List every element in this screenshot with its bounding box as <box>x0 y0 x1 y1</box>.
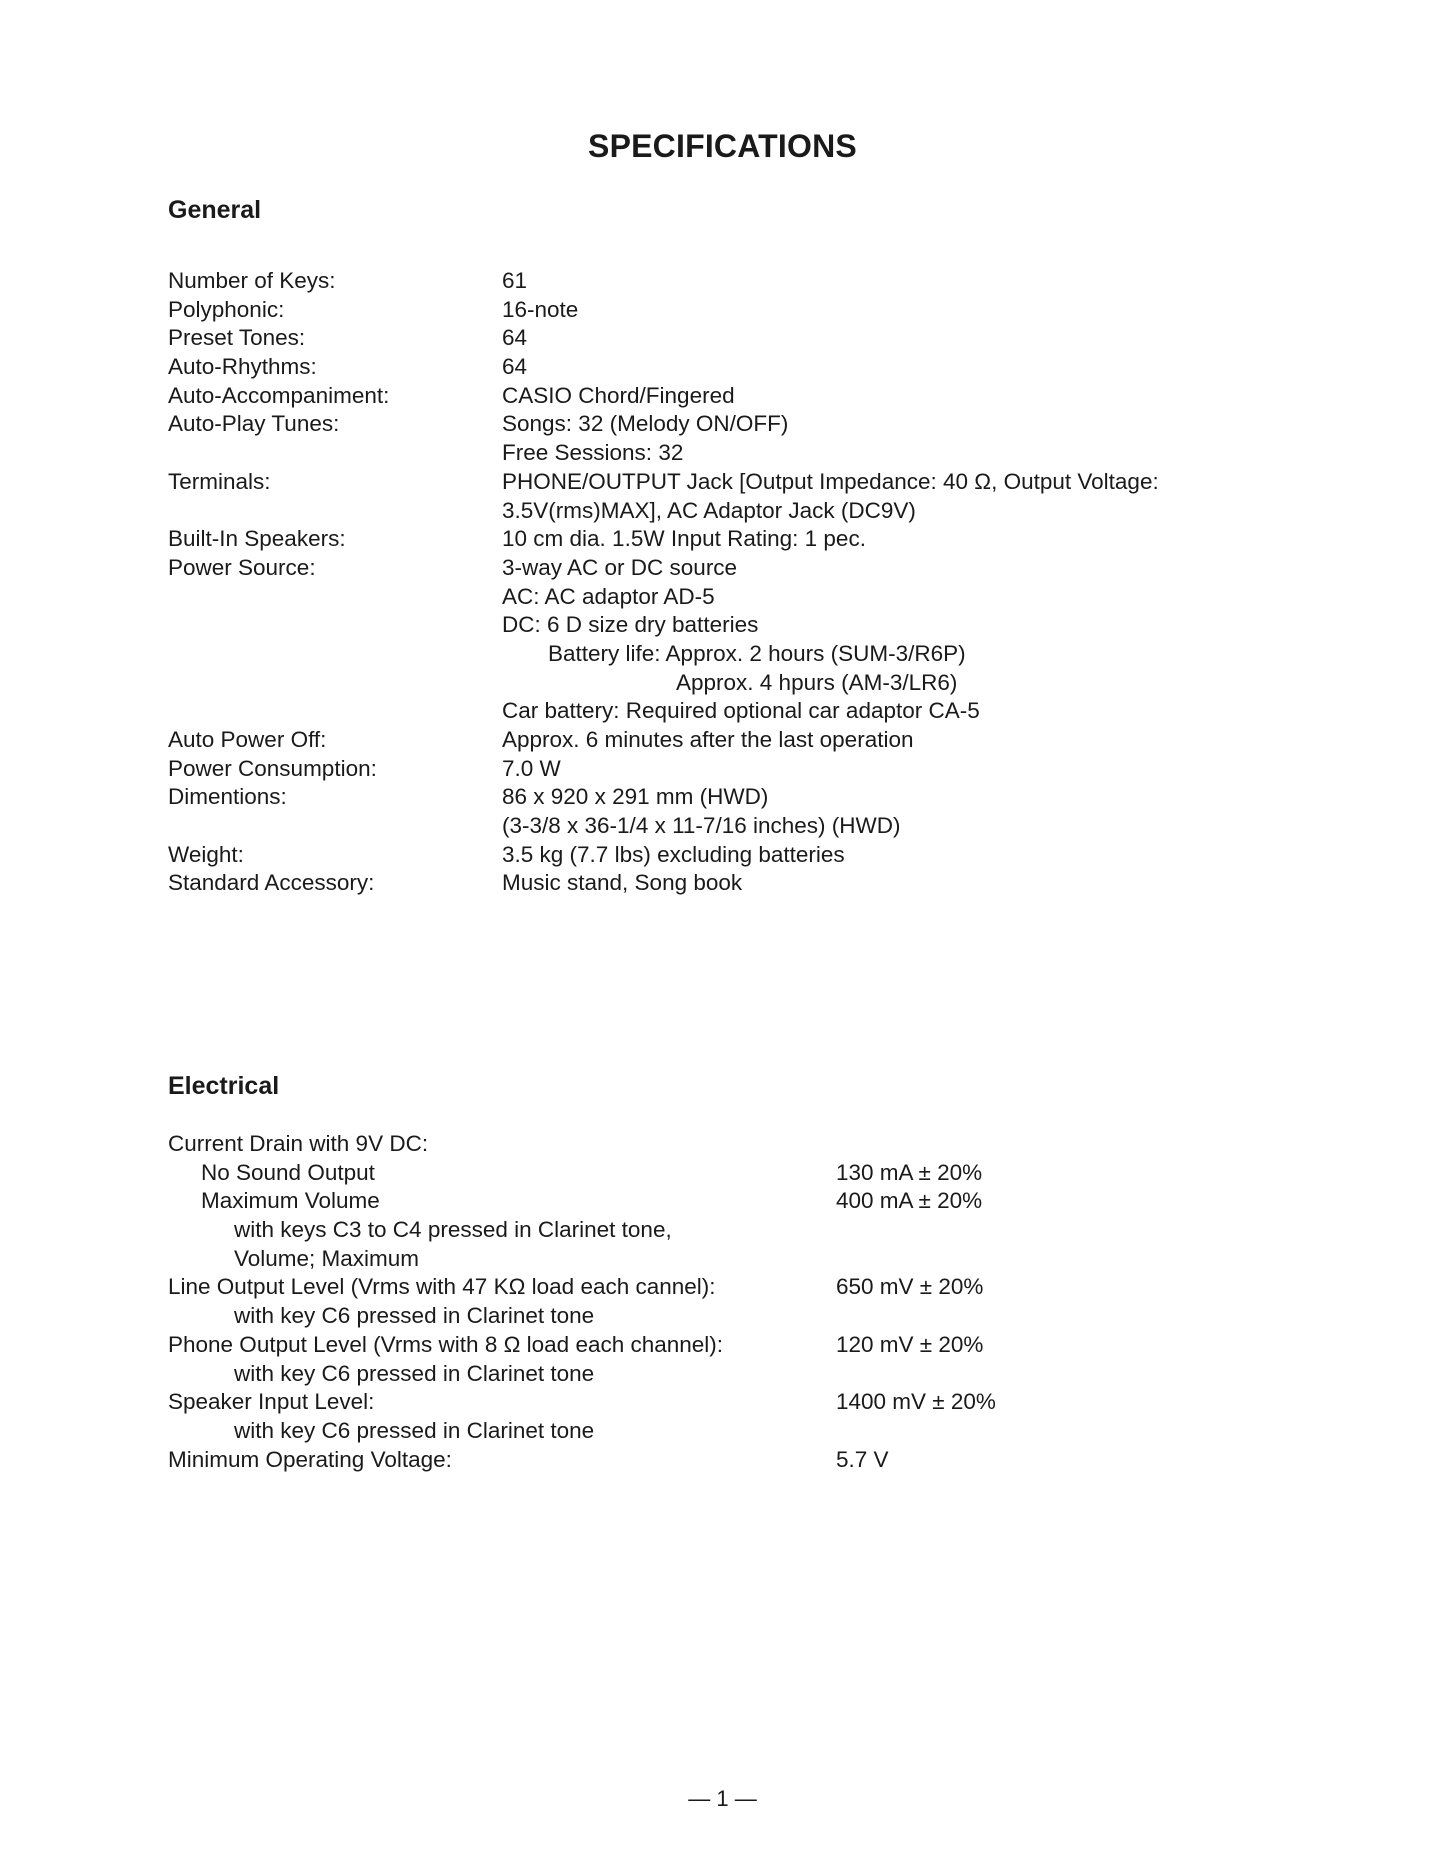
spec-label: Minimum Operating Voltage: <box>168 1446 452 1472</box>
section-heading-electrical: Electrical <box>168 1072 280 1100</box>
spec-label: Number of Keys: <box>168 268 336 293</box>
spec-value: Music stand, Song book <box>502 870 743 896</box>
spec-value: 64 <box>502 354 528 380</box>
spec-value: 3-way AC or DC source <box>502 554 738 580</box>
spec-value: 400 mA ± 20% <box>836 1188 983 1214</box>
spec-label: Auto-Rhythms: <box>168 354 317 380</box>
spec-label: Standard Accessory: <box>168 870 375 896</box>
spec-value: 61 <box>502 268 528 293</box>
spec-label: with keys C3 to C4 pressed in Clarinet tone, <box>234 1217 672 1243</box>
section-heading-general: General <box>168 196 262 224</box>
spec-label: Power Consumption: <box>168 755 377 781</box>
spec-value: 1400 mV ± 20% <box>836 1389 996 1415</box>
spec-label: Dimentions: <box>168 784 287 810</box>
spec-label: with key C6 pressed in Clarinet tone <box>234 1303 595 1329</box>
spec-value: Songs: 32 (Melody ON/OFF) <box>502 411 789 437</box>
spec-value: Free Sessions: 32 <box>502 440 684 466</box>
spec-value: Approx. 6 minutes after the last operation <box>502 727 914 752</box>
spec-value: CASIO Chord/Fingered <box>502 382 735 408</box>
spec-label: Polyphonic: <box>168 296 285 322</box>
spec-label: Line Output Level (Vrms with 47 KΩ load each cannel): <box>168 1274 716 1300</box>
spec-value: Car battery: Required optional car adaptor CA-5 <box>502 698 980 724</box>
spec-label: Speaker Input Level: <box>168 1389 375 1415</box>
spec-label: Auto Power Off: <box>168 727 327 752</box>
spec-value: Battery life: Approx. 2 hours (SUM-3/R6P) <box>548 640 966 666</box>
spec-label: Preset Tones: <box>168 325 306 351</box>
spec-value: 120 mV ± 20% <box>836 1331 984 1357</box>
spec-value: 7.0 W <box>502 755 561 781</box>
spec-label: with key C6 pressed in Clarinet tone <box>234 1417 595 1443</box>
spec-value: DC: 6 D size dry batteries <box>502 612 759 638</box>
spec-value: 5.7 V <box>836 1446 889 1472</box>
spec-value: 64 <box>502 325 528 351</box>
spec-value: 3.5 kg (7.7 lbs) excluding batteries <box>502 841 845 867</box>
spec-value: 10 cm dia. 1.5W Input Rating: 1 pec. <box>502 526 866 552</box>
spec-value: 16-note <box>502 296 579 322</box>
spec-label: Weight: <box>168 841 244 867</box>
spec-value: Approx. 4 hpurs (AM-3/LR6) <box>676 669 958 695</box>
spec-value: 650 mV ± 20% <box>836 1274 984 1300</box>
spec-label: Volume; Maximum <box>234 1245 420 1271</box>
spec-value: (3-3/8 x 36-1/4 x 11-7/16 inches) (HWD) <box>502 813 901 839</box>
page-number: — 1 — <box>688 1786 757 1811</box>
spec-label: Terminals: <box>168 468 271 494</box>
spec-label: Phone Output Level (Vrms with 8 Ω load each channel): <box>168 1331 724 1357</box>
spec-value: 86 x 920 x 291 mm (HWD) <box>502 784 769 810</box>
spec-label: Auto-Accompaniment: <box>168 382 390 408</box>
spec-value: 3.5V(rms)MAX], AC Adaptor Jack (DC9V) <box>502 497 916 523</box>
spec-label: Auto-Play Tunes: <box>168 411 340 437</box>
spec-label: Built-In Speakers: <box>168 526 346 552</box>
spec-label: Maximum Volume <box>201 1188 380 1214</box>
spec-value: 130 mA ± 20% <box>836 1159 983 1185</box>
spec-label: Current Drain with 9V DC: <box>168 1131 429 1156</box>
spec-label: Power Source: <box>168 554 316 580</box>
page-title: SPECIFICATIONS <box>588 128 857 164</box>
spec-label: with key C6 pressed in Clarinet tone <box>234 1360 595 1386</box>
spec-label: No Sound Output <box>201 1159 375 1185</box>
spec-value: PHONE/OUTPUT Jack [Output Impedance: 40 Ω, Output Voltage: <box>502 468 1159 494</box>
spec-value: AC: AC adaptor AD-5 <box>502 583 715 609</box>
